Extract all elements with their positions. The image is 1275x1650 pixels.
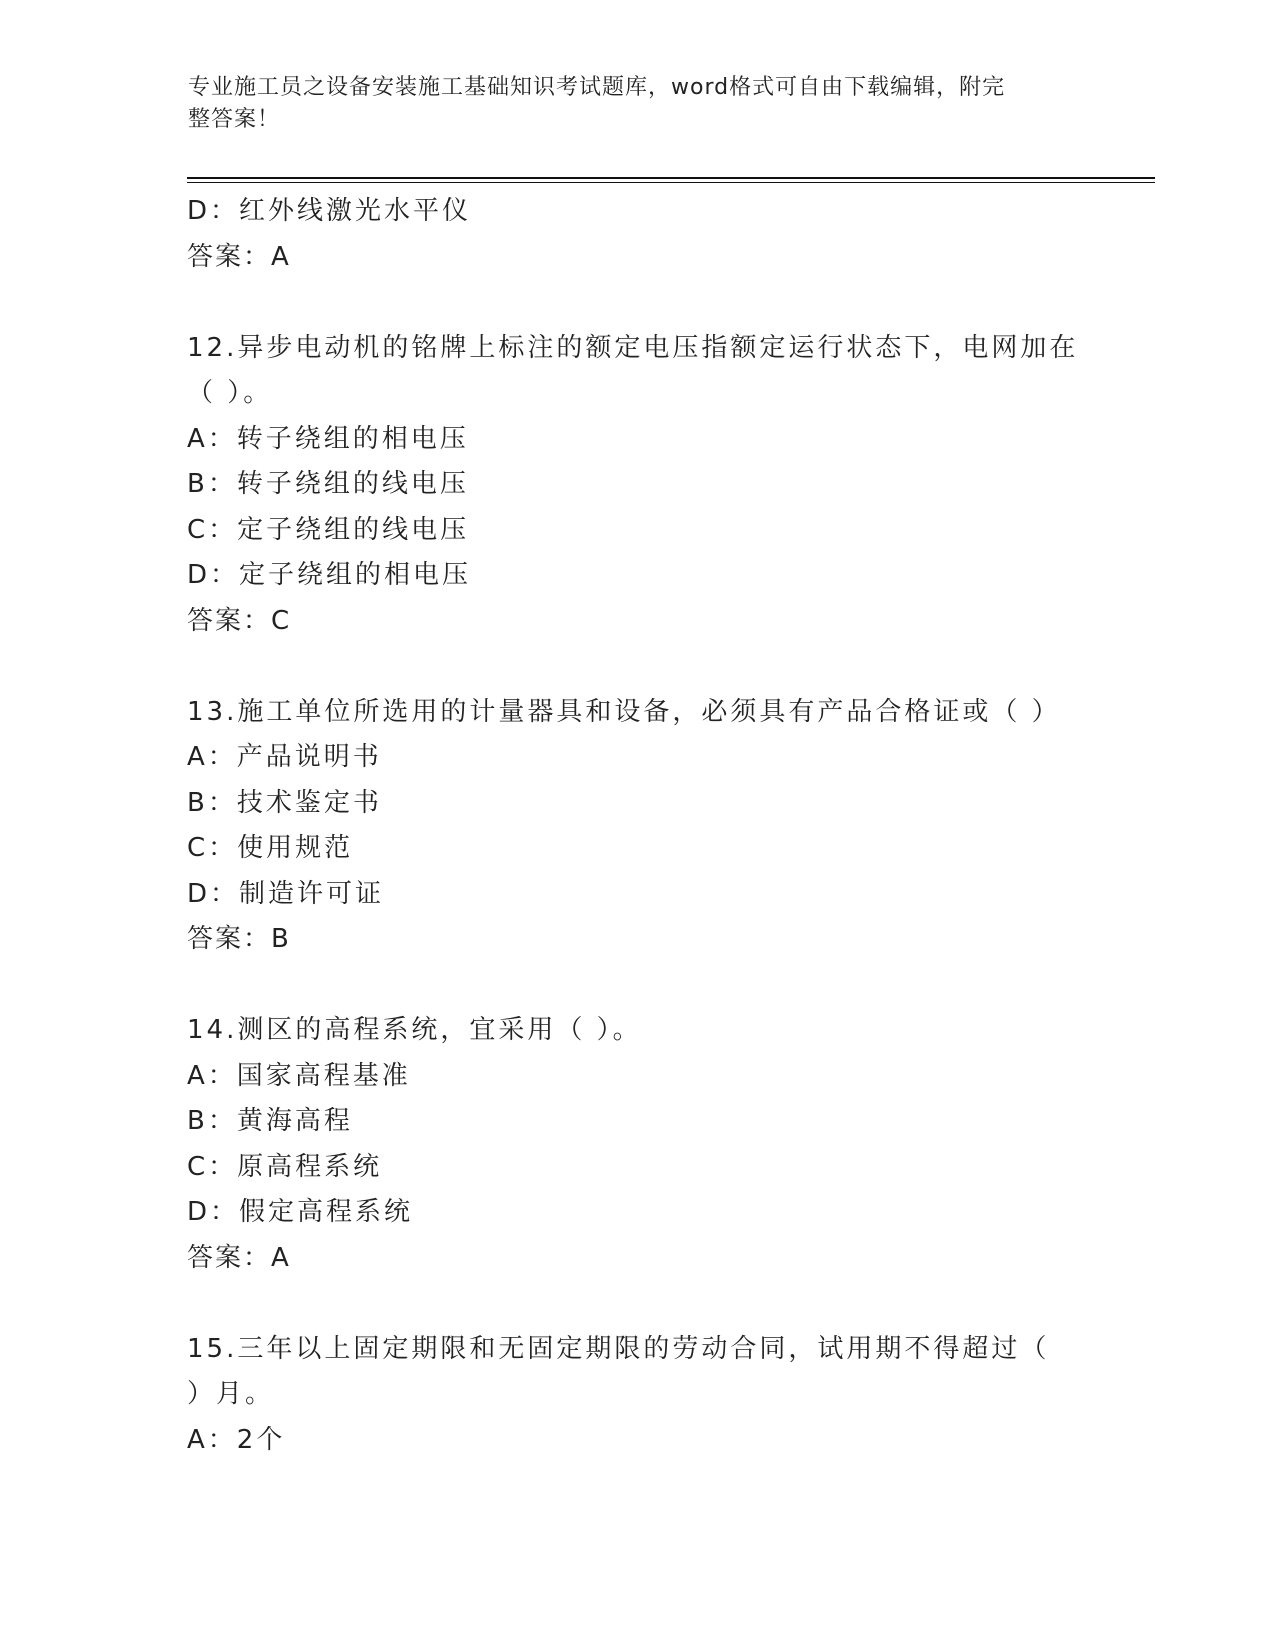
question-spacer: [187, 963, 1087, 1009]
option-d: D：定子绕组的相电压: [187, 560, 472, 590]
answer-line: 答案：C: [187, 605, 292, 636]
option-c: C：原高程系统: [187, 1151, 383, 1182]
option-c: C：定子绕组的线电压: [187, 514, 470, 545]
question-12: [187, 326, 1087, 645]
question-list: [187, 189, 1087, 1463]
question-spacer: [187, 1281, 1087, 1327]
option-b: B：黄海高程: [187, 1106, 353, 1136]
answer-line: 答案：A: [187, 241, 291, 272]
option-d: D：红外线激光水平仪: [187, 196, 472, 226]
question-stem-line-2: ）月。: [187, 1379, 275, 1409]
header-line-1: 专业施工员之设备安装施工基础知识考试题库，word格式可自由下载编辑，附完: [188, 75, 1006, 100]
question-stem-line-1: 14.测区的高程系统，宜采用（ ）。: [187, 1015, 642, 1045]
question-spacer: [187, 644, 1087, 690]
answer-line: 答案：B: [187, 924, 291, 954]
option-d: D：假定高程系统: [187, 1197, 414, 1227]
option-b: B：技术鉴定书: [187, 787, 382, 818]
question-13: [187, 690, 1087, 963]
option-a: A：产品说明书: [187, 742, 382, 772]
option-a: A：2个: [187, 1424, 286, 1455]
question-stem-line-1: 13.施工单位所选用的计量器具和设备，必须具有产品合格证或（ ）: [187, 696, 1061, 727]
answer-line: 答案：A: [187, 1242, 291, 1273]
header-divider-thin: [187, 182, 1155, 183]
option-b: B：转子绕组的线电压: [187, 469, 469, 499]
question-stem-line-2: （ ）。: [187, 378, 273, 408]
previous-question-tail: [187, 189, 1087, 280]
header-line-2: 整答案！: [188, 107, 281, 132]
option-d: D：制造许可证: [187, 878, 385, 909]
option-a: A：国家高程基准: [187, 1060, 411, 1091]
question-spacer: [187, 280, 1087, 326]
question-15: [187, 1327, 1087, 1464]
document-header: [188, 72, 1068, 136]
question-14: [187, 1008, 1087, 1281]
question-stem-line-1: 15.三年以上固定期限和无固定期限的劳动合同，试用期不得超过（: [187, 1333, 1050, 1364]
header-divider-thick: [187, 177, 1155, 179]
question-stem-line-1: 12.异步电动机的铭牌上标注的额定电压指额定运行状态下，电网加在: [187, 332, 1079, 363]
option-c: C：使用规范: [187, 833, 354, 863]
option-a: A：转子绕组的相电压: [187, 423, 469, 454]
